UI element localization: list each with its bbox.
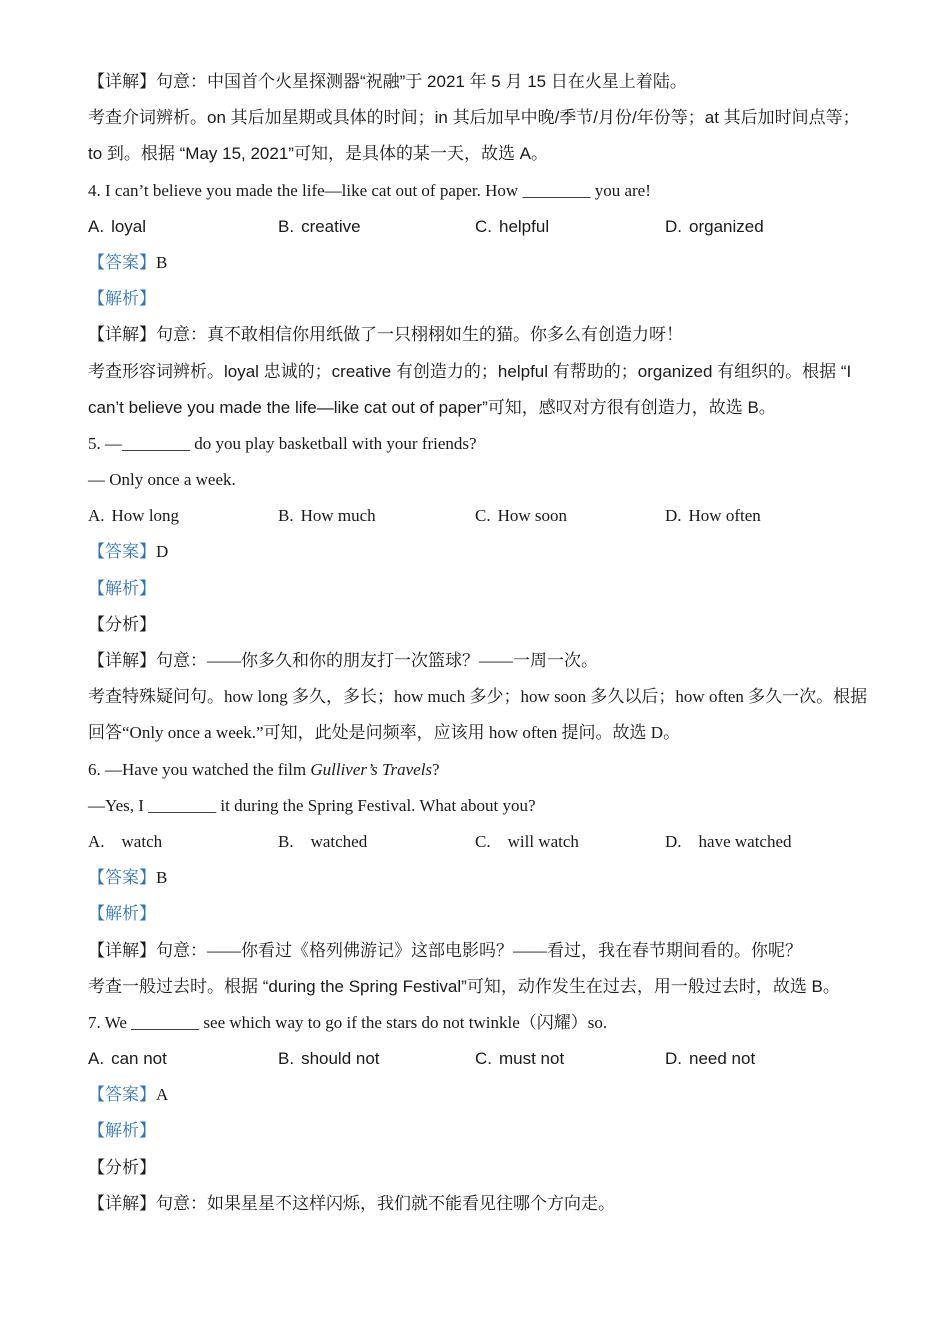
option-text: How long xyxy=(111,506,180,526)
text-segment: — Only once a week. xyxy=(88,470,236,490)
option-letter: D. xyxy=(665,831,682,851)
bracket-label: 【解析】 xyxy=(88,1121,156,1141)
option-letter: B. xyxy=(278,216,295,236)
bracket-label: 【解析】 xyxy=(88,904,156,924)
option-letter: B. xyxy=(278,506,294,526)
option-text: loyal xyxy=(111,216,147,236)
q4-detail-line-2 xyxy=(88,354,862,390)
q3-detail-line-3 xyxy=(88,136,862,172)
q6-stem-line-2 xyxy=(88,788,862,824)
q5-stem-line-2 xyxy=(88,462,862,498)
option-text: creative xyxy=(301,216,361,236)
option-a xyxy=(88,824,162,860)
option-letter: C. xyxy=(475,216,492,236)
option-letter: B. xyxy=(278,1049,295,1069)
q4-options xyxy=(88,209,862,245)
text-segment: 考查形容词辨析。loyal 忠诚的；creative 有创造力的；helpful 有帮助的；organized 有组织的。根据 “I xyxy=(88,361,852,381)
text-segment: 【分析】 xyxy=(88,614,156,634)
q5-detail-line-3 xyxy=(88,715,862,751)
q6-answer xyxy=(88,860,862,896)
option-letter: C. xyxy=(475,1049,492,1069)
text-segment: A xyxy=(156,1085,169,1105)
option-letter: A. xyxy=(88,831,105,851)
text-segment: 5. —________ do you play basketball with your friends? xyxy=(88,433,477,453)
option-text: need not xyxy=(689,1049,756,1069)
q5-options xyxy=(88,498,862,534)
option-text: watch xyxy=(121,831,163,851)
option-d xyxy=(665,209,764,245)
q4-detail-line-3 xyxy=(88,390,862,426)
text-segment: 【详解】句意：真不敢相信你用纸做了一只栩栩如生的猫。你多么有创造力呀！ xyxy=(88,325,683,345)
option-text: How soon xyxy=(497,506,568,526)
q6-options xyxy=(88,824,862,860)
q6-analysis-label xyxy=(88,896,862,932)
option-text: will watch xyxy=(507,831,579,851)
q5-detail-line-1 xyxy=(88,643,862,679)
option-letter: D. xyxy=(665,1049,682,1069)
option-b xyxy=(278,498,376,534)
q6-stem xyxy=(88,752,862,788)
option-text: watched xyxy=(310,831,368,851)
option-c xyxy=(475,824,579,860)
option-d xyxy=(665,498,761,534)
option-d xyxy=(665,1041,755,1077)
option-b xyxy=(278,1041,380,1077)
q7-detail-line-1 xyxy=(88,1186,862,1222)
text-segment: 4. I can’t believe you made the life—like cat out of paper. How ________ you are! xyxy=(88,180,651,200)
option-text: must not xyxy=(499,1049,565,1069)
option-text: How much xyxy=(300,506,376,526)
q5-stem xyxy=(88,426,862,462)
q7-answer xyxy=(88,1077,862,1113)
bracket-label: 【答案】 xyxy=(88,1085,156,1105)
option-c xyxy=(475,209,549,245)
option-text: How often xyxy=(688,506,761,526)
book-title: Gulliver’s Travels xyxy=(310,759,433,779)
bracket-label: 【解析】 xyxy=(88,578,156,598)
option-a xyxy=(88,1041,167,1077)
option-b xyxy=(278,209,361,245)
text-segment: 考查一般过去时。根据 “during the Spring Festival”可知，动作发生在过去，用一般过去时，故选 B。 xyxy=(88,976,840,996)
option-letter: C. xyxy=(475,506,491,526)
q5-answer xyxy=(88,534,862,570)
option-text: helpful xyxy=(499,216,550,236)
option-letter: A. xyxy=(88,1049,105,1069)
text-segment: B xyxy=(156,868,168,888)
option-letter: A. xyxy=(88,216,105,236)
bracket-label: 【答案】 xyxy=(88,868,156,888)
q7-breakdown-label xyxy=(88,1150,862,1186)
option-letter: D. xyxy=(665,216,682,236)
text-segment: —Yes, I ________ it during the Spring Festival. What about you? xyxy=(88,795,536,815)
q7-options xyxy=(88,1041,862,1077)
option-text: have watched xyxy=(698,831,792,851)
q4-answer xyxy=(88,245,862,281)
q5-detail-line-2 xyxy=(88,679,868,715)
bracket-label: 【解析】 xyxy=(88,289,156,309)
q6-detail-line-1 xyxy=(88,933,862,969)
q7-stem xyxy=(88,1005,862,1041)
text-segment: D xyxy=(156,542,169,562)
text-segment: 【详解】句意：如果星星不这样闪烁，我们就不能看见往哪个方向走。 xyxy=(88,1193,615,1213)
text-segment: 考查介词辨析。on 其后加星期或具体的时间；in 其后加早中晚/季节/月份/年份等；at 其后加时间点等； xyxy=(88,108,860,128)
bracket-label: 【答案】 xyxy=(88,252,156,272)
text-segment: 6. —Have you watched the film xyxy=(88,759,311,779)
q4-analysis-label xyxy=(88,281,862,317)
q7-analysis-label xyxy=(88,1113,862,1149)
option-text: should not xyxy=(301,1049,380,1069)
q3-detail-line-1 xyxy=(88,64,862,100)
text-segment: 回答“Only once a week.”可知，此处是问频率，应该用 how often 提问。故选 D。 xyxy=(88,723,681,743)
q6-detail-line-2 xyxy=(88,969,862,1005)
q4-detail-line-1 xyxy=(88,317,862,353)
text-segment: ? xyxy=(432,759,440,779)
text-segment: 【分析】 xyxy=(88,1157,156,1177)
option-c xyxy=(475,498,567,534)
text-segment: 【详解】句意：中国首个火星探测器“祝融”于 2021 年 5 月 15 日在火星上着陆。 xyxy=(88,72,687,91)
text-segment: 【详解】句意：——你多久和你的朋友打一次篮球？——一周一次。 xyxy=(88,651,598,670)
option-a xyxy=(88,498,179,534)
option-text: can not xyxy=(111,1049,167,1069)
text-segment: B xyxy=(156,252,168,272)
option-text: organized xyxy=(689,216,764,236)
option-letter: D. xyxy=(665,506,682,526)
q4-stem xyxy=(88,173,862,209)
q3-detail-line-2 xyxy=(88,100,862,136)
option-a xyxy=(88,209,146,245)
option-d xyxy=(665,824,792,860)
option-c xyxy=(475,1041,564,1077)
text-segment: to 到。根据 “May 15, 2021”可知，是具体的某一天，故选 A。 xyxy=(88,144,549,164)
q5-breakdown-label xyxy=(88,607,862,643)
option-letter: A. xyxy=(88,506,105,526)
text-segment: 【详解】句意：——你看过《格列佛游记》这部电影吗？——看过，我在春节期间看的。你呢？ xyxy=(88,940,802,960)
bracket-label: 【答案】 xyxy=(88,542,156,562)
option-letter: B. xyxy=(278,831,294,851)
q5-analysis-label xyxy=(88,571,862,607)
option-b xyxy=(278,824,367,860)
option-letter: C. xyxy=(475,831,491,851)
text-segment: 考查特殊疑问句。how long 多久，多长；how much 多少；how soon 多久以后；how often 多久一次。根据 xyxy=(88,687,868,707)
text-segment: can’t believe you made the life—like cat out of paper”可知，感叹对方很有创造力，故选 B。 xyxy=(88,397,776,417)
text-segment: 7. We ________ see which way to go if the stars do not twinkle（闪耀）so. xyxy=(88,1012,608,1032)
